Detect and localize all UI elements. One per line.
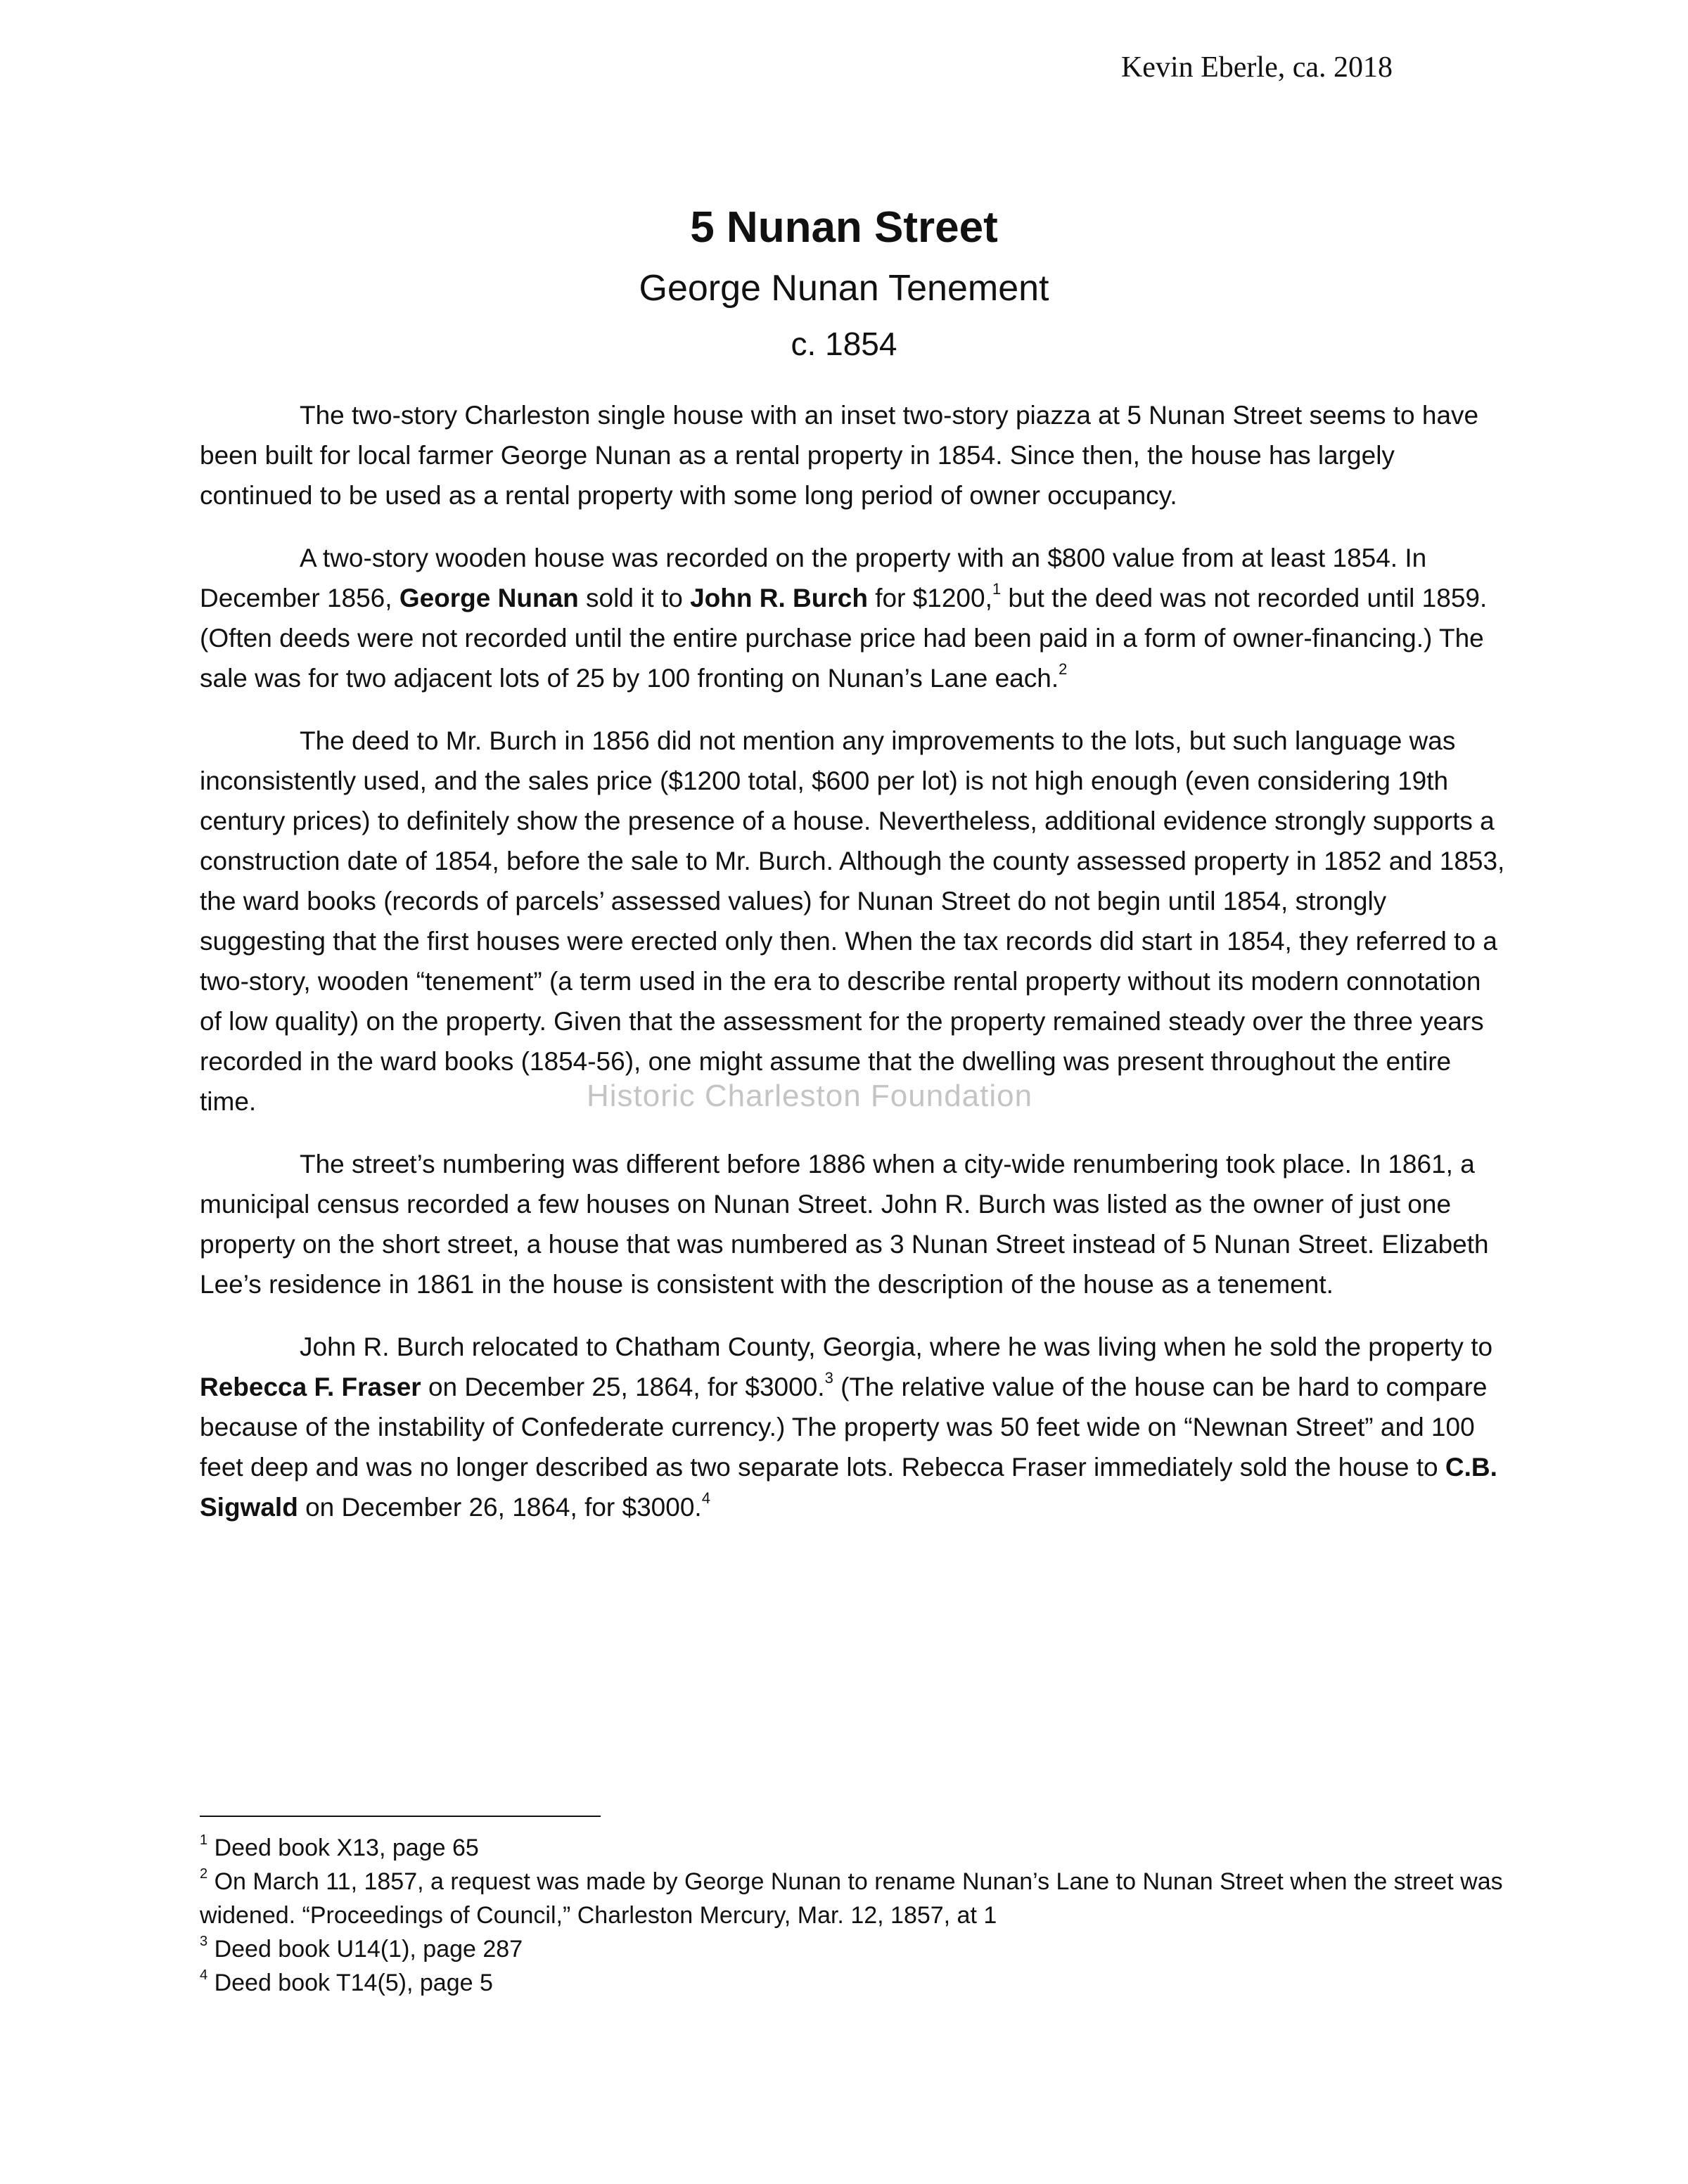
author-credit: Kevin Eberle, ca. 2018 xyxy=(1120,51,1393,84)
footnote-number: 2 xyxy=(200,1866,208,1882)
footnote-text: On March 11, 1857, a request was made by George Nunan to rename Nunan’s Lane to Nunan Street when the street was widened. “Proceedings of Council,” Charleston Mercury, Mar. 12, 1857, at 1 xyxy=(200,1868,1503,1929)
text-run: A two-story wooden house was recorded on the property with an $800 value from at least 1854. In December 1856, xyxy=(200,544,1427,612)
person-name: John R. Burch xyxy=(690,584,868,612)
page-subtitle: George Nunan Tenement xyxy=(639,268,1049,309)
paragraph-2 xyxy=(200,538,1508,698)
text-run: John R. Burch relocated to Chatham County, Georgia, where he was living when he sold the property to xyxy=(300,1332,1493,1361)
person-name: Rebecca F. Fraser xyxy=(200,1373,421,1401)
text-run: but the deed was not recorded until 1859. (Often deeds were not recorded until the entire purchase price had been paid in a form of owner-financing.) The sale was for two adjacent lots of 25 by 100 fronting on Nunan’s Lane each. xyxy=(200,584,1488,693)
person-name: C.B. Sigwald xyxy=(200,1453,1497,1522)
footnote-3 xyxy=(200,1932,1508,1966)
page-title: 5 Nunan Street xyxy=(690,203,998,252)
construction-date: c. 1854 xyxy=(791,326,897,362)
footnote-ref: 3 xyxy=(824,1369,833,1387)
footnote-ref: 4 xyxy=(701,1489,710,1507)
body-text xyxy=(200,395,1508,1550)
footnotes xyxy=(200,1831,1508,2000)
paragraph-5 xyxy=(200,1327,1508,1527)
paragraph-3: The deed to Mr. Burch in 1856 did not mention any improvements to the lots, but such language was inconsistently used, and the sales price ($1200 total, $600 per lot) is not high enough (even considering 19th century prices) to definitely show the presence of a house. Nevertheless, additional evidence strongly supports a construction date of 1854, before the sale to Mr. Burch. Although the county assessed property in 1852 and 1853, the ward books (records of parcels’ assessed values) for Nunan Street do not begin until 1854, strongly suggesting that the first houses were erected only then. When the tax records did start in 1854, they referred to a two-story, wooden “tenement” (a term used in the era to describe rental property without its modern connotation of low quality) on the property. Given that the assessment for the property remained steady over the three years recorded in the ward books (1854-56), one might assume that the dwelling was present throughout the entire time. xyxy=(200,726,1505,1116)
text-run: on December 26, 1864, for $3000. xyxy=(298,1493,702,1522)
footnote-number: 4 xyxy=(200,1967,208,1983)
footnote-2 xyxy=(200,1865,1508,1932)
person-name: George Nunan xyxy=(399,584,579,612)
footnote-4 xyxy=(200,1966,1508,2000)
paragraph-1: The two-story Charleston single house with an inset two-story piazza at 5 Nunan Street seems to have been built for local farmer George Nunan as a rental property in 1854. Since then, the house has largely continued to be used as a rental property with some long period of owner occupancy. xyxy=(200,401,1479,510)
watermark: Historic Charleston Foundation xyxy=(587,1079,1033,1113)
footnote-number: 1 xyxy=(200,1832,208,1848)
footnote-text: Deed book T14(5), page 5 xyxy=(207,1970,493,1996)
paragraph-4: The street’s numbering was different before 1886 when a city-wide renumbering took place. In 1861, a municipal census recorded a few houses on Nunan Street. John R. Burch was listed as the owner of just one property on the short street, a house that was numbered as 3 Nunan Street instead of 5 Nunan Street. Elizabeth Lee’s residence in 1861 in the house is consistent with the description of the house as a tenement. xyxy=(200,1150,1489,1299)
text-run: (The relative value of the house can be hard to compare because of the instability of Confederate currency.) The property was 50 feet wide on “Newnan Street” and 100 feet deep and was no longer described as two separate lots. Rebecca Fraser immediately sold the house to xyxy=(200,1373,1488,1482)
footnote-divider xyxy=(200,1816,601,1817)
footnote-1 xyxy=(200,1831,1508,1865)
footnote-ref: 2 xyxy=(1059,660,1068,678)
footnote-text: Deed book X13, page 65 xyxy=(207,1835,479,1861)
footnote-ref: 1 xyxy=(992,580,1002,598)
text-run: on December 25, 1864, for $3000. xyxy=(421,1373,825,1401)
footnote-number: 3 xyxy=(200,1934,208,1949)
footnote-text: Deed book U14(1), page 287 xyxy=(207,1936,523,1963)
text-run: for $1200, xyxy=(867,584,992,612)
text-run: sold it to xyxy=(578,584,691,612)
